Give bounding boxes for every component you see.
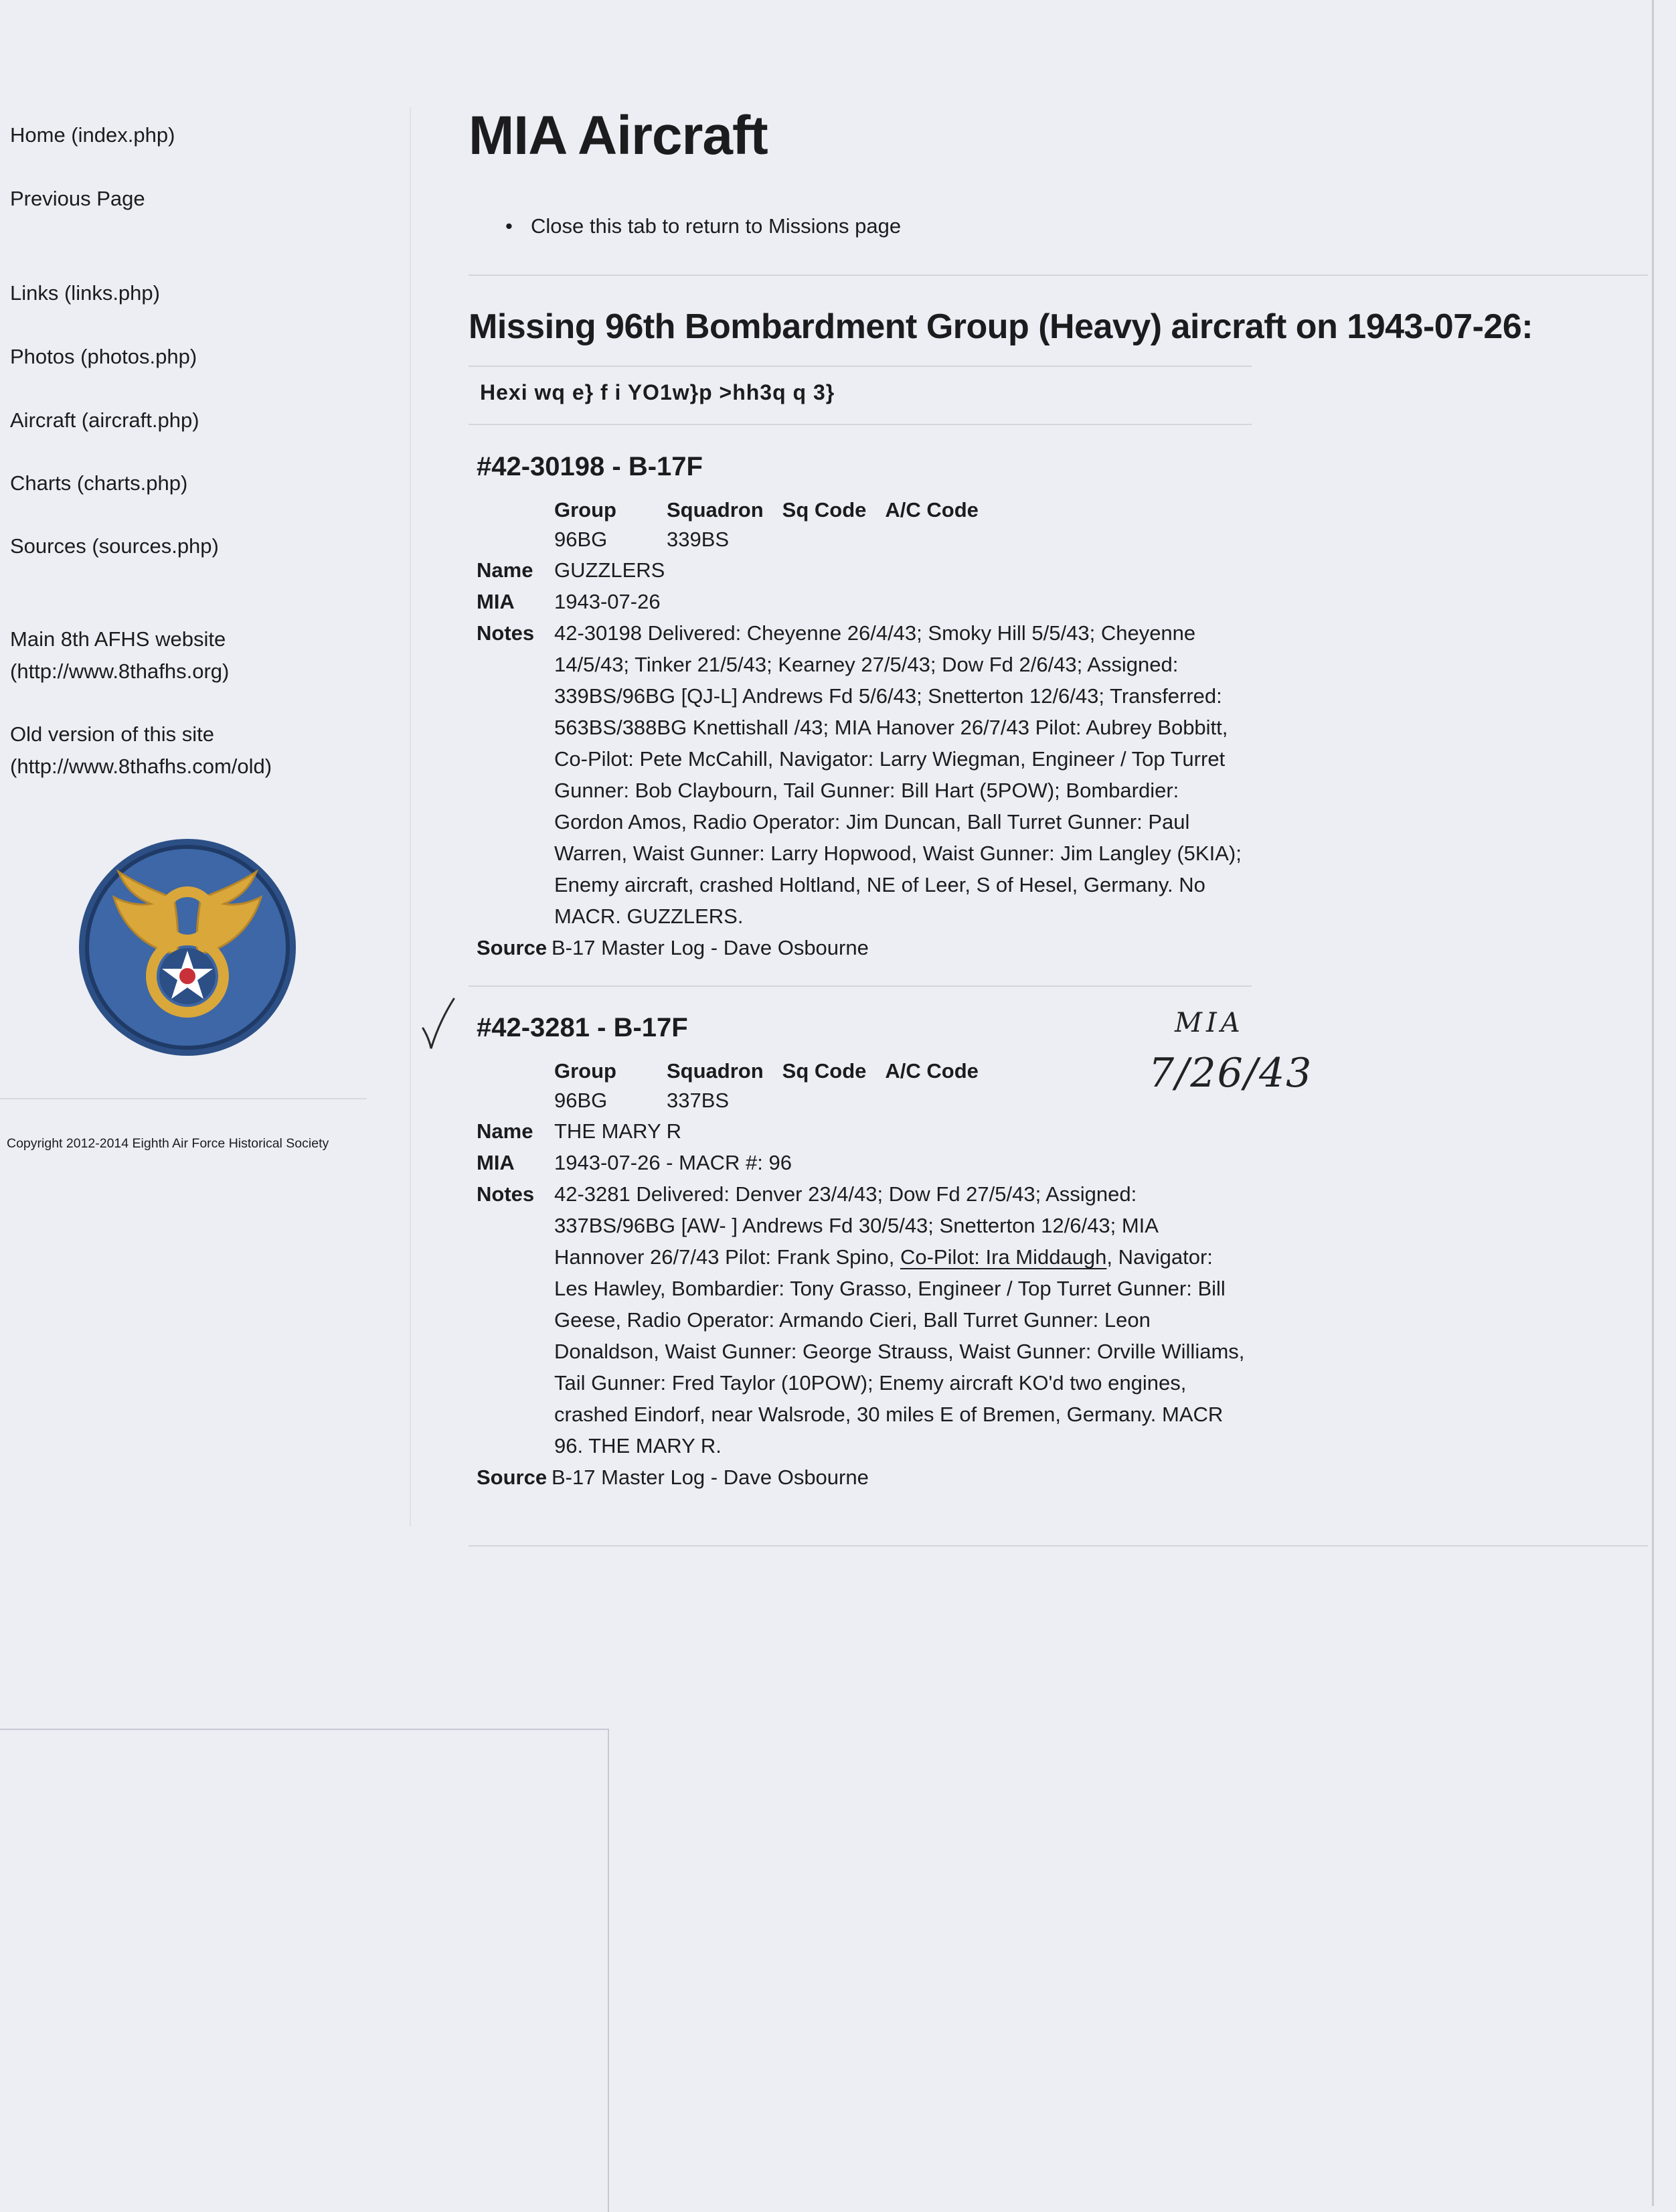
mia-row (477, 586, 1266, 617)
mia-value: 1943-07-26 - MACR #: 96 (554, 1151, 792, 1174)
notes-value (554, 1178, 1250, 1462)
column-header-squadron: Squadron (667, 498, 764, 522)
record-divider (469, 985, 1252, 987)
mia-label: MIA (477, 1151, 515, 1174)
source-row (477, 1462, 1266, 1493)
aircraft-record-title: #42-30198 - B-17F (477, 452, 703, 481)
aircraft-record (477, 1013, 1266, 1493)
source-value: B-17 Master Log - Dave Osbourne (552, 1466, 869, 1489)
nav-charts-link[interactable]: Charts (charts.php) (10, 471, 188, 495)
aircraft-record (477, 452, 1266, 963)
page-edge (1652, 0, 1654, 2206)
column-divider (410, 107, 411, 1526)
column-header-group: Group (554, 498, 616, 522)
column-header-squadron: Squadron (667, 1059, 764, 1083)
column-header-sq-code: Sq Code (782, 1059, 867, 1083)
ac-code-cell (885, 1086, 997, 1115)
section-divider (469, 424, 1252, 425)
nav-aircraft-link[interactable]: Aircraft (aircraft.php) (10, 408, 199, 432)
header-divider (469, 274, 1648, 276)
nav-photos-link[interactable]: Photos (photos.php) (10, 345, 197, 368)
name-row (477, 554, 1266, 586)
nav-home-link[interactable]: Home (index.php) (10, 123, 175, 147)
mia-value: 1943-07-26 (554, 590, 661, 613)
group-cell: 96BG (554, 1089, 608, 1112)
copyright-text: Copyright 2012-2014 Eighth Air Force Historical Society (7, 1136, 329, 1151)
column-header-ac-code: A/C Code (885, 498, 979, 522)
column-header-ac-code: A/C Code (885, 1059, 979, 1083)
name-value: GUZZLERS (554, 558, 665, 582)
sq-code-cell (782, 1086, 886, 1115)
nav-links-link[interactable]: Links (links.php) (10, 281, 160, 305)
notes-label: Notes (477, 1182, 535, 1206)
handwritten-check-icon (420, 998, 455, 1051)
name-label: Name (477, 558, 533, 582)
notes-value: 42-30198 Delivered: Cheyenne 26/4/43; Smoky Hill 5/5/43; Cheyenne 14/5/43; Tinker 21/5/43; Kearney 27/5/43; Dow Fd 2/6/43; Assigned: 339BS/96BG [QJ-L] Andrews Fd 5/6/43; Snetterton 12/6/43; Transferred: 563BS/388BG Knettishall /43; MIA Hanover 26/7/43 Pilot: Aubrey Bobbitt, Co-Pilot: Pete McCahill, Navigator: Larry Wiegman, Engineer / Top Turret Gunner: Bob Claybourn, Tail Gunner: Bill Hart (5POW); Bombardier: Gordon Amos, Radio Operator: Jim Duncan, Ball Turret Gunner: Paul Warren, Waist Gunner: Larry Hopwood, Waist Gunner: Jim Langley (5KIA); Enemy aircraft, crashed Holtland, NE of Leer, S of Hesel, Germany. No MACR. GUZZLERS. (554, 621, 1242, 928)
sidebar-divider (0, 1098, 367, 1099)
group-cell: 96BG (554, 528, 608, 551)
footer-divider (469, 1545, 1648, 1547)
ac-code-cell (885, 525, 997, 554)
notes-row (477, 617, 1266, 932)
notes-text: 42-3281 Delivered: Denver 23/4/43; Dow Fd 27/5/43; Assigned: 337BS/96BG [AW- ] Andrews Fd 30/5/43; Snetterton 12/6/43; MIA Hannover 26/7/43 Pilot: Frank Spino, (554, 1182, 1158, 1269)
source-label: Source (477, 936, 548, 959)
name-label: Name (477, 1119, 533, 1143)
nav-old-version-link[interactable]: Old version of this site (http://www.8thafhs.com/old) (10, 722, 272, 778)
aircraft-record-title: #42-3281 - B-17F (477, 1013, 688, 1042)
squadron-cell: 337BS (667, 1089, 730, 1112)
close-tab-note (505, 214, 901, 238)
notes-label: Notes (477, 621, 535, 645)
garbled-text-line: Hexi wq e} f i YO1w}p >hh3q q 3} (480, 380, 835, 404)
column-header-group: Group (554, 1059, 616, 1083)
nav-main-website-link[interactable]: Main 8th AFHS website (http://www.8thafhs.org) (10, 627, 230, 683)
section-divider (469, 366, 1252, 367)
close-tab-note-text: Close this tab to return to Missions page (531, 214, 902, 238)
mia-label: MIA (477, 590, 515, 613)
source-label: Source (477, 1466, 548, 1489)
squadron-table (554, 498, 997, 554)
squadron-table (554, 1059, 997, 1115)
notes-text: , Navigator: Les Hawley, Bombardier: Tony Grasso, Engineer / Top Turret Gunner: Bill Geese, Radio Operator: Armando Cieri, Ball Turret Gunner: Leon Donaldson, Waist Gunner: George Strauss, Waist Gunner: Orville Williams, Tail Gunner: Fred Taylor (10POW); Enemy aircraft KO'd two engines, crashed Eindorf, near Walsrode, 30 miles E of Bremen, Germany. MACR 96. THE MARY R. (554, 1245, 1245, 1457)
nav-previous-page-link[interactable]: Previous Page (10, 187, 145, 210)
page-title: MIA Aircraft (469, 105, 768, 166)
nav-sources-link[interactable]: Sources (sources.php) (10, 534, 219, 558)
bullet-icon: • (505, 214, 513, 238)
squadron-cell: 339BS (667, 528, 730, 551)
handwritten-mia-note: MIA (1175, 1008, 1244, 1038)
mia-row (477, 1147, 1266, 1178)
eighth-air-force-emblem-icon (77, 837, 298, 1058)
notes-row (477, 1178, 1266, 1462)
handwritten-underlined-text: Co-Pilot: Ira Middaugh (900, 1245, 1107, 1269)
name-row (477, 1115, 1266, 1147)
handwritten-date-note: 7/26/43 (1149, 1050, 1313, 1097)
section-title: Missing 96th Bombardment Group (Heavy) aircraft on 1943-07-26: (469, 307, 1533, 346)
source-row (477, 932, 1266, 963)
name-value: THE MARY R (554, 1119, 682, 1143)
column-header-sq-code: Sq Code (782, 498, 867, 522)
scan-frame (0, 1729, 609, 2212)
source-value: B-17 Master Log - Dave Osbourne (552, 936, 869, 959)
sq-code-cell (782, 525, 886, 554)
